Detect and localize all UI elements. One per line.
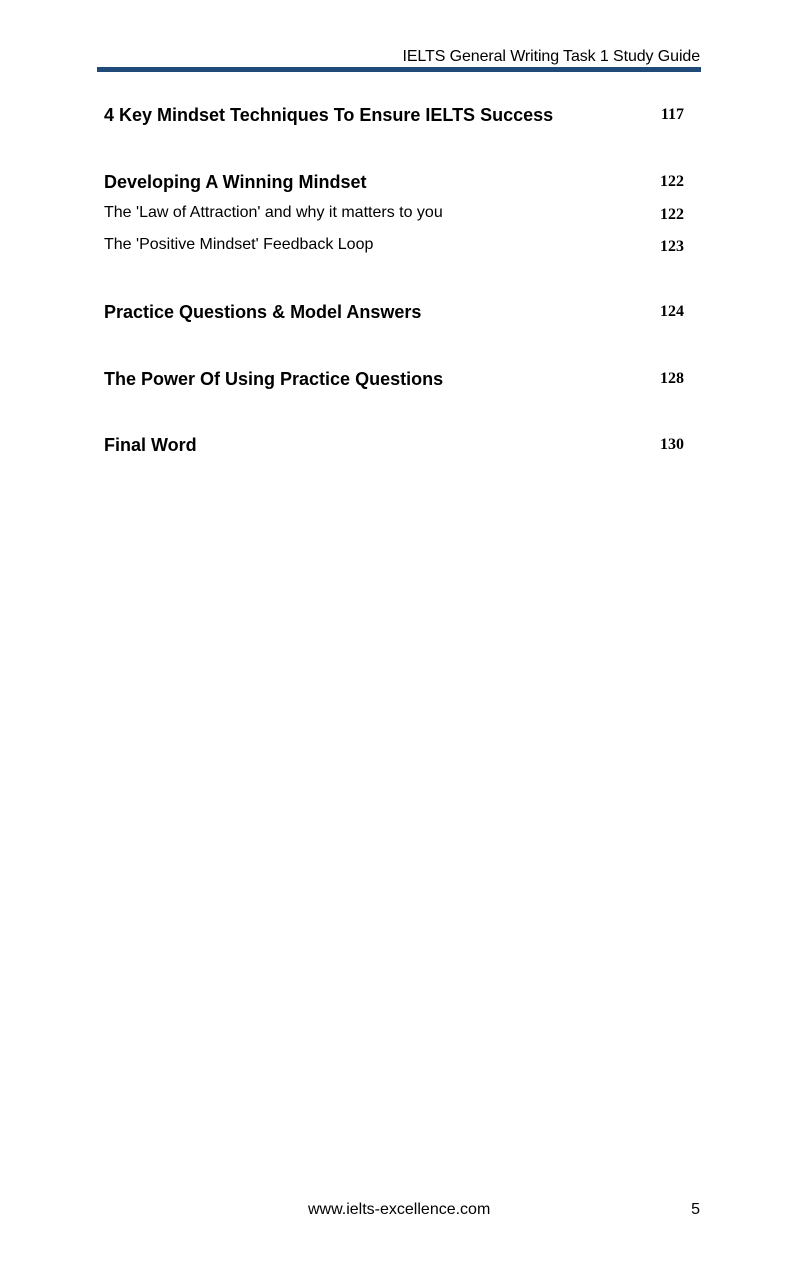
toc-entry-title: Final Word bbox=[104, 435, 197, 455]
toc-entry-title: 4 Key Mindset Techniques To Ensure IELTS Success bbox=[104, 105, 554, 125]
header-rule bbox=[97, 67, 701, 72]
toc-entry-title: The Power Of Using Practice Questions bbox=[104, 369, 444, 389]
running-header-title: IELTS General Writing Task 1 Study Guide bbox=[402, 48, 700, 65]
toc-entry-title: The 'Law of Attraction' and why it matters to you bbox=[104, 204, 443, 221]
toc-entry-title: Practice Questions & Model Answers bbox=[104, 302, 422, 322]
toc-entry-page: 130 bbox=[660, 436, 684, 453]
toc-entry-page: 117 bbox=[660, 106, 684, 123]
toc-entry-title: Developing A Winning Mindset bbox=[104, 172, 367, 192]
toc-entry-page: 122 bbox=[660, 206, 684, 223]
toc-entry-title: The 'Positive Mindset' Feedback Loop bbox=[104, 236, 374, 253]
toc-entry-page: 123 bbox=[660, 238, 684, 255]
toc-entry-page: 122 bbox=[660, 173, 684, 190]
footer-page-number: 5 bbox=[691, 1201, 700, 1218]
toc-entry-page: 128 bbox=[660, 370, 684, 387]
footer-website: www.ielts-excellence.com bbox=[308, 1201, 491, 1218]
toc-entry-page: 124 bbox=[660, 303, 684, 320]
